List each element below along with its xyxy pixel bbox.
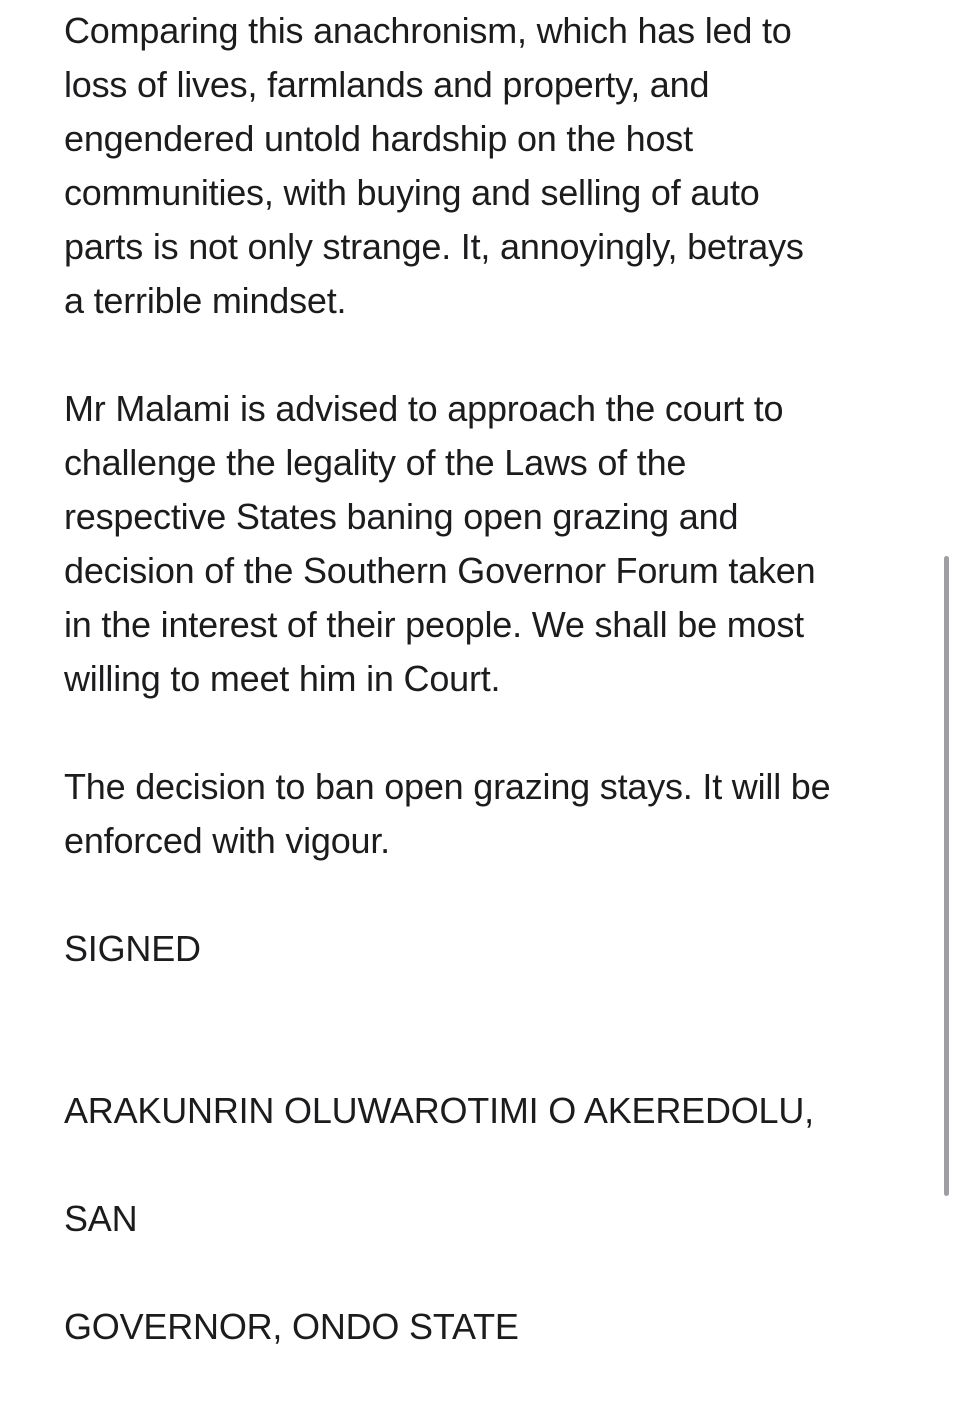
signatory-name: ARAKUNRIN OLUWAROTIMI O AKEREDOLU, [64,1090,814,1131]
note-body[interactable] [64,4,924,1408]
signed-label: SIGNED [64,928,201,969]
paragraph-anachronism: Comparing this anachronism, which has led to loss of lives, farmlands and property, and engendered untold hardship on the host communities, with buying and selling of auto parts is not only strange. It, annoyingly, betrays a terrible mindset. [64,10,804,321]
signatory-honorific: SAN [64,1198,138,1239]
signatory-block [64,1030,924,1408]
signatory-title: GOVERNOR, ONDO STATE [64,1306,519,1347]
paragraph-ban-stays: The decision to ban open grazing stays. It will be enforced with vigour. [64,766,831,861]
scrollbar-thumb[interactable] [944,556,949,1196]
paragraph-malami-court: Mr Malami is advised to approach the court to challenge the legality of the Laws of the respective States baning open grazing and decision of the Southern Governor Forum taken in the interest of their people. We shall be most willing to meet him in Court. [64,388,816,699]
vertical-scrollbar[interactable] [941,0,953,1200]
